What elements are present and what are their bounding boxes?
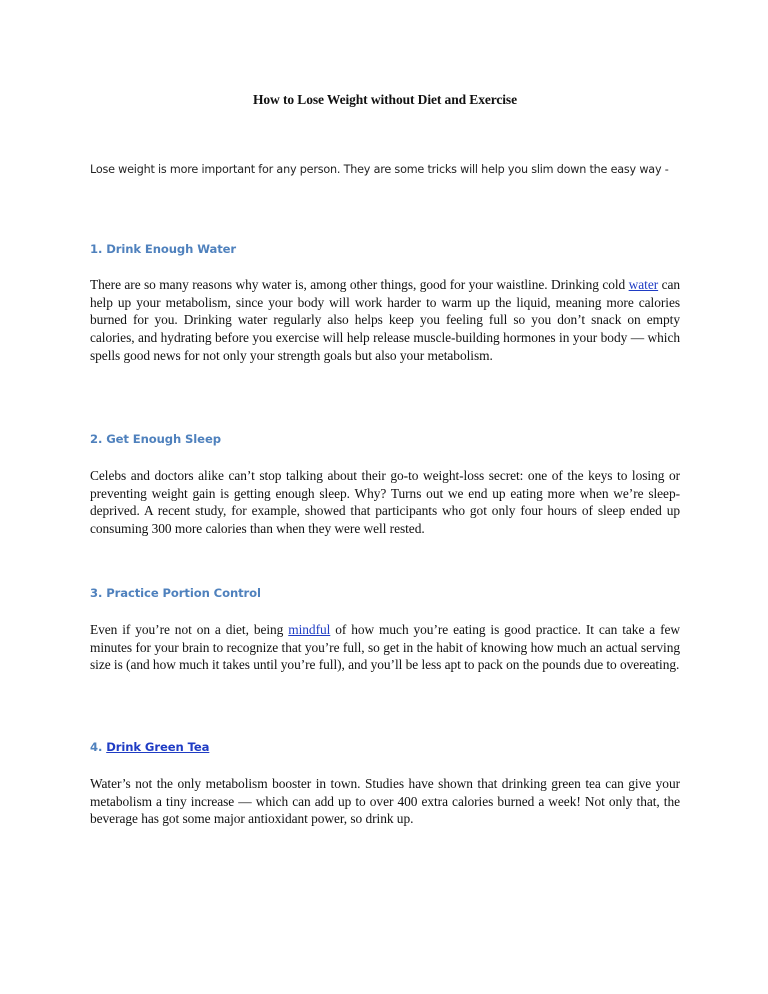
section-3-heading — [90, 586, 261, 600]
document-title: How to Lose Weight without Diet and Exercise — [253, 92, 517, 107]
section-3-number: 3. — [90, 586, 107, 600]
section-2-title: Get Enough Sleep — [106, 432, 221, 446]
section-3-paragraph — [90, 621, 680, 674]
section-1-text-before: There are so many reasons why water is, among other things, good for your waistline. Drinking cold — [90, 277, 629, 292]
section-4-paragraph: Water’s not the only metabolism booster in town. Studies have shown that drinking green tea can give your metabolism a tiny increase — which can add up to over 400 extra calories burned a week! Not only that, the beverage has got some major antioxidant power, so drink up. — [90, 776, 680, 827]
section-1-title: Drink Enough Water — [106, 242, 237, 256]
section-1-heading — [90, 242, 236, 256]
section-4-number: 4. — [90, 740, 107, 754]
section-3-text-before: Even if you’re not on a diet, being — [90, 622, 289, 637]
section-2-number: 2. — [90, 432, 107, 446]
section-2-heading — [90, 432, 221, 446]
section-2-paragraph: Celebs and doctors alike can’t stop talking about their go-to weight-loss secret: one of the keys to losing or preventing weight gain is getting enough sleep. Why? Turns out we end up eating more when we’re sleep-deprived. A recent study, for example, showed that participants who got only four hours of sleep ended up consuming 300 more calories than when they were well rested. — [90, 468, 680, 537]
section-1-number: 1. — [90, 242, 107, 256]
intro-paragraph: Lose weight is more important for any person. They are some tricks will help you slim down the easy way - — [90, 163, 669, 176]
water-link[interactable]: water — [628, 277, 659, 292]
mindful-link[interactable]: mindful — [288, 622, 331, 637]
drink-green-tea-link[interactable]: Drink Green Tea — [106, 740, 210, 754]
section-1-text-after: can help up your metabolism, since your body will work harder to warm up the liquid, meaning more calories burned for you. Drinking water regularly also helps keep you feeling full so you don’t snack on empty calories, and hydrating before you exercise will help release muscle-building hormones in your body — which spells good news for not only your strength goals but also your metabolism. — [90, 277, 680, 363]
section-4-heading — [90, 740, 209, 754]
section-1-paragraph — [90, 276, 680, 365]
section-3-text-after: of how much you’re eating is good practice. It can take a few minutes for your brain to recognize that you’re full, so get in the habit of knowing how much an actual serving size is (and how much it takes until you’re full), and you’ll be less apt to pack on the pounds due to overeating. — [90, 622, 680, 673]
section-3-title: Practice Portion Control — [106, 586, 261, 600]
